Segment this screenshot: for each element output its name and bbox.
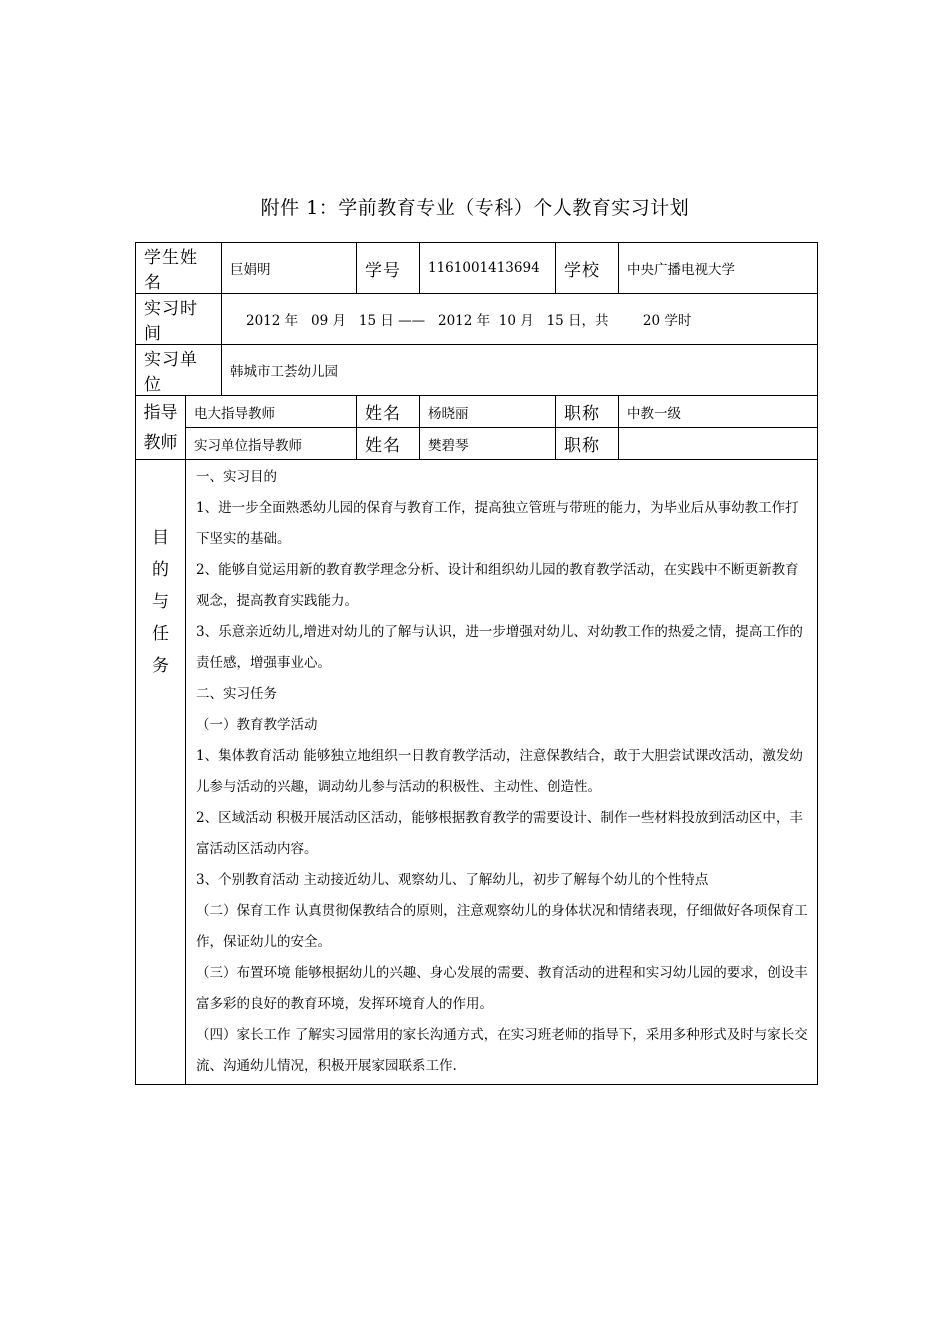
advisor-name-label-1: 姓名 <box>357 396 420 428</box>
goals-line: 2、区域活动 积极开展活动区活动，能够根据教育教学的需要设计、制作一些材料投放到活动区中，丰富活动区活动内容。 <box>196 810 803 857</box>
goals-line: （四）家长工作 了解实习园常用的家长沟通方式，在实习班老师的指导下，采用多种形式及时与家长交流、沟通幼儿情况，积极开展家园联系工作. <box>196 1027 808 1074</box>
goals-content <box>186 460 818 1085</box>
student-name-value: 巨娟明 <box>222 243 357 294</box>
plan-table <box>135 242 818 1085</box>
student-info-row <box>136 243 818 294</box>
advisor-row-1 <box>136 396 818 428</box>
goals-line: 一、实习目的 <box>196 469 277 485</box>
document-title: 附件 1：学前教育专业（专科）个人教育实习计划 <box>260 197 690 219</box>
school-label: 学校 <box>556 243 619 294</box>
goals-line: 3、乐意亲近幼儿,增进对幼儿的了解与认识，进一步增强对幼儿、对幼教工作的热爱之情，提高工作的责任感，增强事业心。 <box>196 624 803 671</box>
student-id-label: 学号 <box>357 243 420 294</box>
advisor-title-2 <box>619 428 818 460</box>
advisor-name-label-2: 姓名 <box>357 428 420 460</box>
unit-label: 实习单位 <box>136 345 222 396</box>
advisor-name-1: 杨晓丽 <box>420 396 556 428</box>
advisor-row-2 <box>136 428 818 460</box>
advisor-name-2: 樊碧琴 <box>420 428 556 460</box>
goals-label: 目 的 与 任 务 <box>136 460 186 1085</box>
goals-line: 2、能够自觉运用新的教育教学理念分析、设计和组织幼儿园的教育教学活动，在实践中不断更新教育观念，提高教育实践能力。 <box>196 562 799 609</box>
unit-row <box>136 345 818 396</box>
advisor-title-1: 中教一级 <box>619 396 818 428</box>
advisor-title-label-1: 职称 <box>556 396 619 428</box>
goals-line: 1、集体教育活动 能够独立地组织一日教育教学活动，注意保教结合，敢于大胆尝试课改活动，激发幼儿参与活动的兴趣，调动幼儿参与活动的积极性、主动性、创造性。 <box>196 748 803 795</box>
advisor-type-2: 实习单位指导教师 <box>186 428 357 460</box>
advisor-title-label-2: 职称 <box>556 428 619 460</box>
goals-row <box>136 460 818 1085</box>
student-name-label: 学生姓名 <box>136 243 222 294</box>
goals-line: （一）教育教学活动 <box>196 717 318 733</box>
student-id-value: 1161001413694 <box>420 243 556 294</box>
goals-line: （三）布置环境 能够根据幼儿的兴趣、身心发展的需要、教育活动的进程和实习幼儿园的要求，创设丰富多彩的良好的教育环境，发挥环境育人的作用。 <box>196 965 808 1012</box>
period-label: 实习时间 <box>136 294 222 345</box>
period-value: 2012 年 09 月 15 日 —— 2012 年 10 月 15 日，共 20 学时 <box>222 294 818 345</box>
goals-line: 二、实习任务 <box>196 686 277 702</box>
school-value: 中央广播电视大学 <box>619 243 818 294</box>
unit-value: 韩城市工荟幼儿园 <box>222 345 818 396</box>
advisor-label: 指导 教师 <box>136 396 186 460</box>
goals-line: 1、进一步全面熟悉幼儿园的保育与教育工作，提高独立管班与带班的能力，为毕业后从事幼教工作打下坚实的基础。 <box>196 500 799 547</box>
goals-line: 3、个别教育活动 主动接近幼儿、观察幼儿、了解幼儿，初步了解每个幼儿的个性特点 <box>196 872 709 888</box>
goals-line: （二）保育工作 认真贯彻保教结合的原则，注意观察幼儿的身体状况和情绪表现，仔细做好各项保育工作，保证幼儿的安全。 <box>196 903 808 950</box>
advisor-type-1: 电大指导教师 <box>186 396 357 428</box>
period-row <box>136 294 818 345</box>
